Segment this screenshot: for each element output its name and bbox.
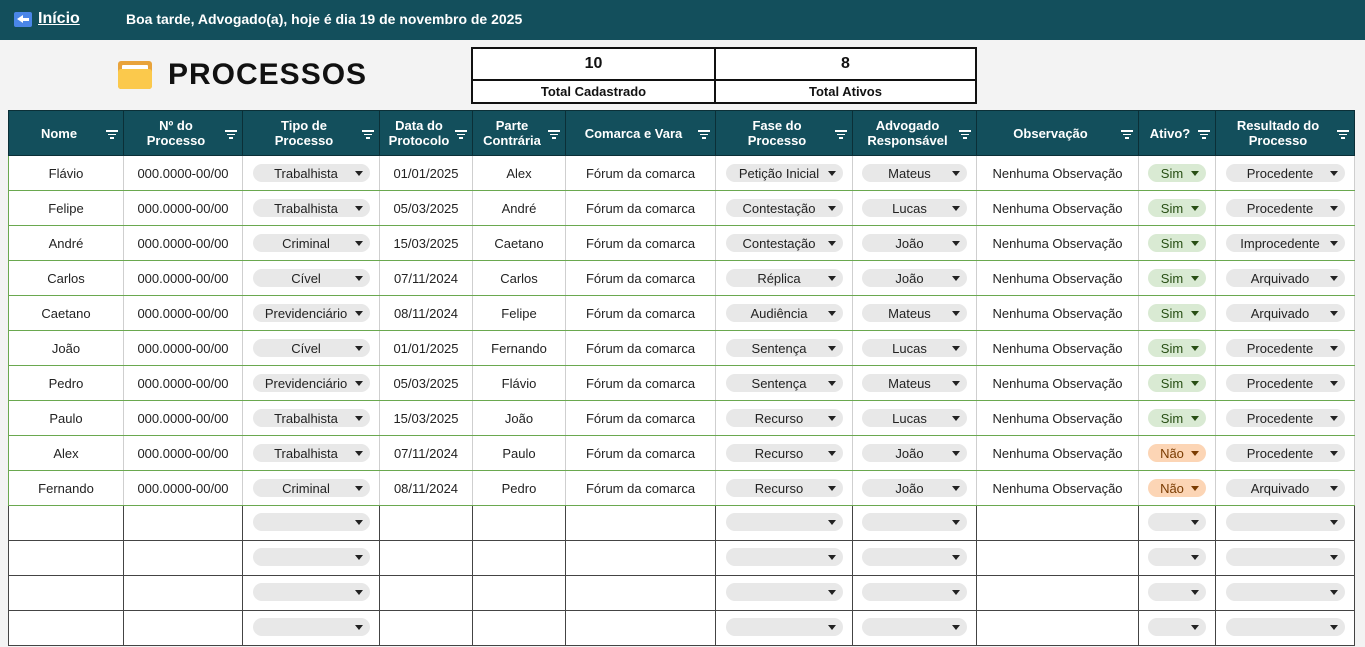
cell-tipo [243,296,380,331]
cell-numero: 000.0000-00/00 [124,156,243,191]
cell-advogado [853,471,977,506]
table-header-row [9,111,1355,156]
fase-dropdown[interactable]: Réplica [726,269,843,287]
page-title-area [118,58,367,92]
tipo-dropdown[interactable] [253,548,370,566]
cell-resultado [1216,471,1355,506]
column-header-label: Processo [747,133,807,148]
cell-ativo [1139,576,1216,611]
ativo-dropdown[interactable]: Sim [1148,269,1206,287]
table-row [9,296,1355,331]
column-header-label: Advogado [875,118,940,133]
cell-fase [716,576,853,611]
cell-nome: Felipe [9,191,124,226]
advogado-dropdown[interactable]: João [862,234,967,252]
ativo-dropdown[interactable]: Sim [1148,374,1206,392]
advogado-dropdown[interactable]: João [862,269,967,287]
cell-numero: 000.0000-00/00 [124,226,243,261]
resultado-dropdown[interactable]: Procedente [1226,164,1345,182]
cell-parte [473,506,566,541]
column-header-label: Processo [1248,133,1308,148]
table-row [9,261,1355,296]
cell-resultado [1216,576,1355,611]
cell-fase [716,331,853,366]
cell-fase [716,471,853,506]
cell-tipo [243,401,380,436]
cell-advogado [853,611,977,646]
cell-numero [124,506,243,541]
tipo-dropdown[interactable]: Criminal [253,234,370,252]
cell-nome: André [9,226,124,261]
cell-advogado [853,576,977,611]
cell-advogado [853,191,977,226]
column-header-parte [473,111,566,156]
advogado-dropdown[interactable]: João [862,444,967,462]
fase-dropdown[interactable]: Sentença [726,339,843,357]
column-header-label: Observação [1013,125,1088,141]
cell-obs: Nenhuma Observação [977,261,1139,296]
tipo-dropdown[interactable]: Previdenciário [253,374,370,392]
total-cadastrado-value: 10 [473,49,716,79]
cell-ativo [1139,611,1216,646]
advogado-dropdown[interactable] [862,583,967,601]
fase-dropdown[interactable] [726,618,843,636]
column-header-label: Protocolo [388,133,450,148]
cell-ativo [1139,506,1216,541]
cell-comarca: Fórum da comarca [566,226,716,261]
filter-icon[interactable] [362,130,374,139]
cell-ativo [1139,191,1216,226]
cell-nome: Fernando [9,471,124,506]
total-ativos-value: 8 [841,55,850,72]
cell-nome: Paulo [9,401,124,436]
cell-tipo [243,191,380,226]
cell-parte [473,611,566,646]
tipo-dropdown[interactable] [253,513,370,531]
cell-fase [716,296,853,331]
cell-nome: Carlos [9,261,124,296]
cell-numero: 000.0000-00/00 [124,261,243,296]
column-header-fase [716,111,853,156]
total-ativos-label: Total Ativos [716,79,975,102]
cell-fase [716,506,853,541]
cell-resultado [1216,541,1355,576]
cell-obs: Nenhuma Observação [977,156,1139,191]
cell-parte [473,576,566,611]
cell-fase [716,436,853,471]
column-header-label: Processo [274,133,334,148]
column-header-label: Fase do [752,118,802,133]
resultado-dropdown[interactable]: Procedente [1226,374,1345,392]
advogado-dropdown[interactable]: Lucas [862,409,967,427]
tipo-dropdown[interactable]: Criminal [253,479,370,497]
cell-comarca [566,541,716,576]
cell-nome: João [9,331,124,366]
tipo-dropdown[interactable]: Trabalhista [253,199,370,217]
cell-numero [124,611,243,646]
cell-data: 05/03/2025 [380,191,473,226]
cell-comarca [566,611,716,646]
filter-icon[interactable] [1337,130,1349,139]
cell-obs [977,506,1139,541]
ativo-dropdown[interactable]: Sim [1148,234,1206,252]
cell-parte: Caetano [473,226,566,261]
cell-resultado [1216,401,1355,436]
column-header-label: Processo [146,133,206,148]
resultado-dropdown[interactable]: Arquivado [1226,479,1345,497]
column-header-label: Comarca e Vara [584,125,683,141]
advogado-dropdown[interactable]: Lucas [862,199,967,217]
fase-dropdown[interactable]: Recurso [726,479,843,497]
cell-fase [716,191,853,226]
fase-dropdown[interactable]: Petição Inicial [726,164,843,182]
filter-icon[interactable] [1121,130,1133,139]
cell-parte: André [473,191,566,226]
cell-obs: Nenhuma Observação [977,401,1139,436]
cell-resultado [1216,506,1355,541]
page-title: PROCESSOS [168,58,368,91]
cell-fase [716,401,853,436]
table-row [9,401,1355,436]
filter-icon[interactable] [835,130,847,139]
cell-resultado [1216,436,1355,471]
column-header-label: Nº do [159,118,193,133]
resultado-dropdown[interactable] [1226,618,1345,636]
advogado-dropdown[interactable]: Mateus [862,374,967,392]
filter-icon[interactable] [548,130,560,139]
cell-parte: João [473,401,566,436]
ativo-dropdown[interactable] [1148,618,1206,636]
column-header-label: Contrária [483,133,541,148]
stats-panel [471,47,977,104]
resultado-dropdown[interactable] [1226,583,1345,601]
cell-comarca: Fórum da comarca [566,401,716,436]
cell-ativo [1139,296,1216,331]
cell-advogado [853,401,977,436]
cell-numero: 000.0000-00/00 [124,401,243,436]
cell-data: 05/03/2025 [380,366,473,401]
ativo-dropdown[interactable]: Sim [1148,339,1206,357]
cell-tipo [243,331,380,366]
cell-comarca [566,576,716,611]
cell-ativo [1139,331,1216,366]
cell-obs: Nenhuma Observação [977,191,1139,226]
cell-fase [716,366,853,401]
cell-fase [716,156,853,191]
cell-advogado [853,436,977,471]
cell-nome [9,576,124,611]
cell-ativo [1139,436,1216,471]
fase-dropdown[interactable] [726,548,843,566]
tipo-dropdown[interactable]: Trabalhista [253,444,370,462]
cell-comarca: Fórum da comarca [566,331,716,366]
cell-obs: Nenhuma Observação [977,436,1139,471]
cell-data [380,611,473,646]
cell-parte: Fernando [473,331,566,366]
cell-fase [716,261,853,296]
cell-comarca: Fórum da comarca [566,471,716,506]
column-header-nome [9,111,124,156]
cell-nome [9,611,124,646]
cell-parte: Flávio [473,366,566,401]
resultado-dropdown[interactable]: Improcedente [1226,234,1345,252]
cell-data: 15/03/2025 [380,401,473,436]
tipo-dropdown[interactable] [253,583,370,601]
table-row [9,191,1355,226]
ativo-dropdown[interactable]: Sim [1148,409,1206,427]
cell-ativo [1139,156,1216,191]
resultado-dropdown[interactable] [1226,548,1345,566]
ativo-dropdown[interactable]: Sim [1148,304,1206,322]
advogado-dropdown[interactable] [862,548,967,566]
cell-parte: Paulo [473,436,566,471]
cell-ativo [1139,471,1216,506]
ativo-dropdown[interactable]: Não [1148,479,1206,497]
cell-advogado [853,261,977,296]
cell-tipo [243,541,380,576]
cell-tipo [243,366,380,401]
home-link-label[interactable]: Início [38,10,80,27]
column-header-label: Ativo? [1149,125,1191,141]
cell-advogado [853,226,977,261]
table-row [9,226,1355,261]
column-header-comarca [566,111,716,156]
cell-advogado [853,541,977,576]
empty-table-row [9,576,1355,611]
home-link[interactable] [14,10,80,28]
filter-icon[interactable] [959,130,971,139]
cell-resultado [1216,611,1355,646]
ativo-dropdown[interactable] [1148,583,1206,601]
cell-tipo [243,611,380,646]
fase-dropdown[interactable]: Audiência [726,304,843,322]
cell-nome: Alex [9,436,124,471]
cell-parte: Carlos [473,261,566,296]
column-header-data [380,111,473,156]
cell-nome [9,541,124,576]
top-bar [0,0,1365,40]
filter-icon[interactable] [698,130,710,139]
cell-comarca: Fórum da comarca [566,191,716,226]
cell-comarca: Fórum da comarca [566,261,716,296]
cell-resultado [1216,261,1355,296]
cell-obs: Nenhuma Observação [977,366,1139,401]
cell-advogado [853,366,977,401]
cell-resultado [1216,296,1355,331]
cell-data: 01/01/2025 [380,156,473,191]
table-row [9,331,1355,366]
cell-fase [716,611,853,646]
cell-tipo [243,576,380,611]
cell-data: 07/11/2024 [380,261,473,296]
resultado-dropdown[interactable]: Procedente [1226,199,1345,217]
cell-obs [977,576,1139,611]
column-header-ativo [1139,111,1216,156]
cell-nome: Flávio [9,156,124,191]
cell-ativo [1139,401,1216,436]
advogado-dropdown[interactable]: Lucas [862,339,967,357]
advogado-dropdown[interactable]: Mateus [862,304,967,322]
advogado-dropdown[interactable]: Mateus [862,164,967,182]
table-row [9,471,1355,506]
processos-table-wrapper [8,110,1355,646]
cell-ativo [1139,541,1216,576]
resultado-dropdown[interactable]: Procedente [1226,409,1345,427]
total-cadastrado-label: Total Cadastrado [473,79,716,102]
cell-advogado [853,156,977,191]
cell-tipo [243,471,380,506]
cell-data: 08/11/2024 [380,296,473,331]
filter-icon[interactable] [455,130,467,139]
cell-numero: 000.0000-00/00 [124,436,243,471]
cell-numero: 000.0000-00/00 [124,331,243,366]
tipo-dropdown[interactable]: Previdenciário [253,304,370,322]
cell-comarca: Fórum da comarca [566,156,716,191]
column-header-label: Resultado do [1236,118,1320,133]
advogado-dropdown[interactable]: João [862,479,967,497]
resultado-dropdown[interactable]: Procedente [1226,444,1345,462]
greeting-text: Boa tarde, Advogado(a), hoje é dia 19 de novembro de 2025 [126,11,523,27]
resultado-dropdown[interactable]: Arquivado [1226,304,1345,322]
cell-ativo [1139,261,1216,296]
column-header-label: Nome [40,125,78,141]
cell-data: 15/03/2025 [380,226,473,261]
empty-table-row [9,506,1355,541]
column-header-numero [124,111,243,156]
tipo-dropdown[interactable]: Trabalhista [253,164,370,182]
ativo-dropdown[interactable]: Sim [1148,164,1206,182]
empty-table-row [9,611,1355,646]
column-header-label: Parte [495,118,529,133]
cell-data [380,541,473,576]
table-body [9,156,1355,646]
cell-tipo [243,506,380,541]
cell-resultado [1216,191,1355,226]
fase-dropdown[interactable] [726,513,843,531]
cell-tipo [243,436,380,471]
column-header-resultado [1216,111,1355,156]
fase-dropdown[interactable]: Sentença [726,374,843,392]
filter-icon[interactable] [106,130,118,139]
cell-comarca: Fórum da comarca [566,366,716,401]
cell-advogado [853,296,977,331]
column-header-obs [977,111,1139,156]
filter-icon[interactable] [1198,130,1210,139]
cell-data: 08/11/2024 [380,471,473,506]
cell-numero: 000.0000-00/00 [124,366,243,401]
cell-obs: Nenhuma Observação [977,296,1139,331]
cell-ativo [1139,366,1216,401]
tipo-dropdown[interactable]: Trabalhista [253,409,370,427]
resultado-dropdown[interactable]: Arquivado [1226,269,1345,287]
advogado-dropdown[interactable] [862,513,967,531]
processos-table [8,110,1355,646]
cell-nome: Caetano [9,296,124,331]
table-row [9,366,1355,401]
cell-resultado [1216,366,1355,401]
cell-data: 01/01/2025 [380,331,473,366]
cell-data [380,506,473,541]
cell-resultado [1216,331,1355,366]
cell-parte: Alex [473,156,566,191]
resultado-dropdown[interactable] [1226,513,1345,531]
column-header-label: Data do [395,118,443,133]
cell-nome: Pedro [9,366,124,401]
cell-advogado [853,331,977,366]
fase-dropdown[interactable]: Recurso [726,409,843,427]
column-header-tipo [243,111,380,156]
cell-numero: 000.0000-00/00 [124,471,243,506]
cell-obs: Nenhuma Observação [977,471,1139,506]
cell-comarca [566,506,716,541]
folder-icon [118,61,152,89]
cell-resultado [1216,156,1355,191]
fase-dropdown[interactable] [726,583,843,601]
column-header-label: Responsável [867,133,948,148]
ativo-dropdown[interactable]: Sim [1148,199,1206,217]
cell-obs [977,541,1139,576]
cell-numero: 000.0000-00/00 [124,296,243,331]
cell-comarca: Fórum da comarca [566,436,716,471]
cell-advogado [853,506,977,541]
cell-parte [473,541,566,576]
cell-tipo [243,261,380,296]
cell-resultado [1216,226,1355,261]
cell-numero: 000.0000-00/00 [124,191,243,226]
ativo-dropdown[interactable] [1148,513,1206,531]
cell-fase [716,541,853,576]
cell-numero [124,576,243,611]
back-arrow-icon [14,12,32,27]
table-row [9,436,1355,471]
fase-dropdown[interactable]: Contestação [726,234,843,252]
empty-table-row [9,541,1355,576]
ativo-dropdown[interactable]: Não [1148,444,1206,462]
cell-obs: Nenhuma Observação [977,226,1139,261]
cell-obs [977,611,1139,646]
cell-comarca: Fórum da comarca [566,296,716,331]
cell-tipo [243,226,380,261]
resultado-dropdown[interactable]: Procedente [1226,339,1345,357]
cell-parte: Felipe [473,296,566,331]
fase-dropdown[interactable]: Contestação [726,199,843,217]
tipo-dropdown[interactable]: Cível [253,339,370,357]
tipo-dropdown[interactable]: Cível [253,269,370,287]
cell-obs: Nenhuma Observação [977,331,1139,366]
cell-fase [716,226,853,261]
advogado-dropdown[interactable] [862,618,967,636]
cell-tipo [243,156,380,191]
cell-ativo [1139,226,1216,261]
cell-data [380,576,473,611]
cell-nome [9,506,124,541]
column-header-advogado [853,111,977,156]
column-header-label: Tipo de [281,118,327,133]
ativo-dropdown[interactable] [1148,548,1206,566]
table-row [9,156,1355,191]
tipo-dropdown[interactable] [253,618,370,636]
cell-numero [124,541,243,576]
cell-parte: Pedro [473,471,566,506]
fase-dropdown[interactable]: Recurso [726,444,843,462]
cell-data: 07/11/2024 [380,436,473,471]
filter-icon[interactable] [225,130,237,139]
